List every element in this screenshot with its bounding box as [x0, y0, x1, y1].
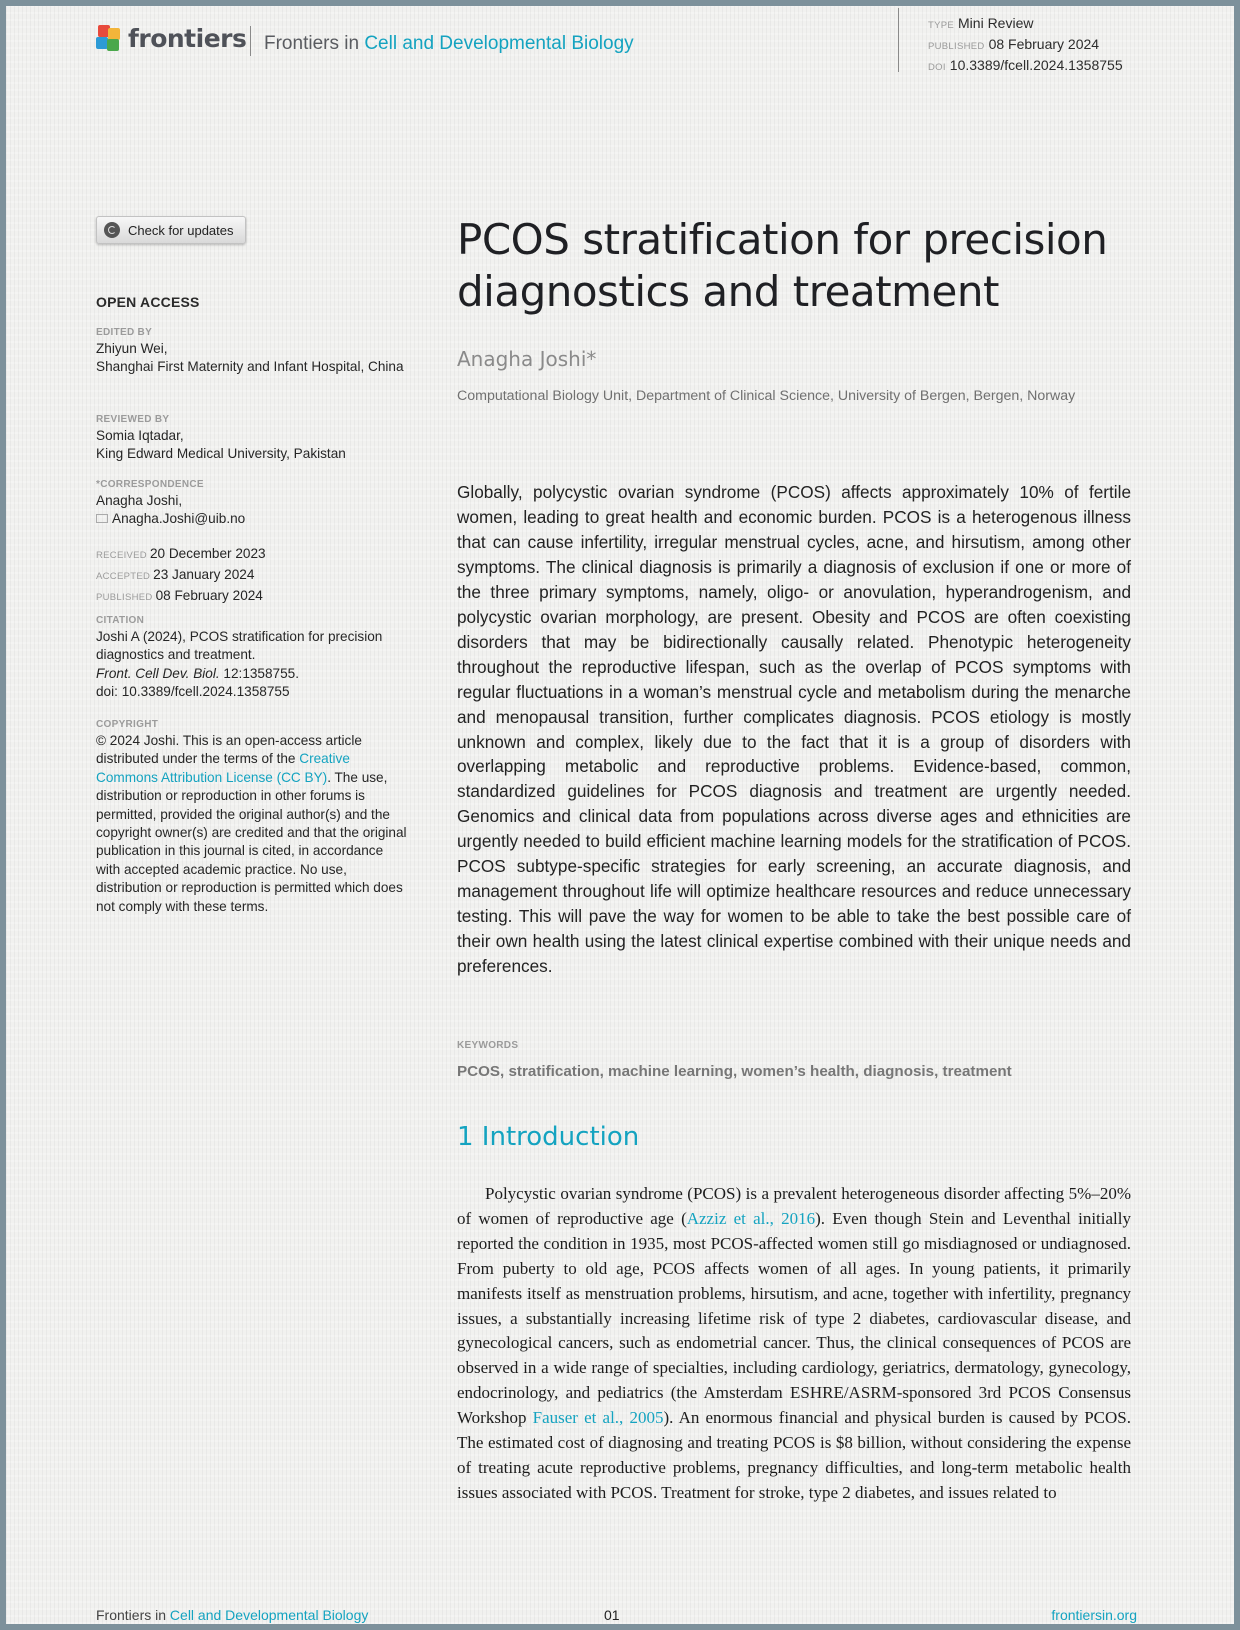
accepted-date: 23 January 2024: [153, 567, 255, 582]
frontiers-logo[interactable]: [96, 24, 246, 53]
citation-label: CITATION: [96, 615, 145, 626]
citation-journal: Front. Cell Dev. Biol.: [96, 665, 220, 681]
doi-value[interactable]: 10.3389/fcell.2024.1358755: [949, 57, 1123, 73]
intro-text-2: ). Even though Stein and Leventhal initially reported the condition in 1935, most PCOS-affected women still go misdiagnosed or undiagnosed. From puberty to old age, PCOS affects women of all ages. In young patients, it primarily manifests itself as menstruation problems, hirsutism, and acne, together with infertility, pregnancy issues, a substantially increasing lifetime risk of type 2 diabetes, cardiovascular disease, and gynecological cancers, such as endometrial cancer. Thus, the clinical consequences of PCOS are observed in a wide range of specialties, including cardiology, geriatrics, dermatology, gynecology, endocrinology, and pediatrics (the Amsterdam ESHRE/ASRM-sponsored 3rd PCOS Consensus Workshop: [457, 1208, 1131, 1428]
journal-header: [264, 33, 634, 55]
open-access-label: OPEN ACCESS: [96, 294, 200, 310]
citation-doi[interactable]: doi: 10.3389/fcell.2024.1358755: [96, 684, 290, 700]
copyright-block: [96, 719, 408, 916]
journal-prefix: Frontiers in: [264, 33, 365, 54]
correspondence-label: *CORRESPONDENCE: [96, 479, 204, 490]
copyright-text-end: . The use, distribution or reproduction in other forums is permitted, provided the original author(s) and the copyright owner(s) are credited and that the original publication in this journal is cited, in accordance with accepted academic practice. No use, distribution or reproduction is permitted which does not comply with these terms.: [96, 769, 407, 914]
citation-volume: 12:1358755.: [219, 665, 300, 681]
copyright-label: COPYRIGHT: [96, 719, 159, 730]
citation-text: Joshi A (2024), PCOS stratification for precision diagnostics and treatment.: [96, 629, 383, 663]
type-value: Mini Review: [958, 15, 1034, 31]
intro-text-1: Polycystic ovarian syndrome (PCOS) is a prevalent heterogeneous disorder affecting 5%–20% of women of reproductive age (: [457, 1184, 1131, 1228]
citation-link-fauser[interactable]: Fauser et al., 2005: [532, 1408, 664, 1428]
author-name[interactable]: Anagha Joshi*: [457, 347, 597, 371]
check-for-updates-button[interactable]: [96, 216, 246, 244]
article-meta: [928, 14, 1123, 77]
frontiers-logo-icon: [96, 25, 122, 53]
abstract-text: Globally, polycystic ovarian syndrome (PCOS) affects approximately 10% of fertile women, leading to great health and economic burden. PCOS is a heterogenous illness that can cause infertility, irregular menstrual cycles, acne, and hirsutism, among other symptoms. The clinical diagnosis is primarily a diagnosis of exclusion if one or more of the three primary symptoms, namely, oligo- or anovulation, hyperandrogenism, and polycystic ovarian morphology, are present. Obesity and PCOS are often coexisting disorders that may be bidirectionally causally related. Phenotypic heterogeneity throughout the reproductive lifespan, such as the overlap of PCOS symptoms with regular fluctuations in a woman’s menstrual cycle and metabolism during the menarche and menopausal transition, further complicates diagnosis. PCOS etiology is mostly unknown and complex, likely due to the fact that it is a group of disorders with overlapping metabolic and reproductive problems. Evidence-based, common, standardized guidelines for PCOS diagnosis and treatment are urgently needed. Genomics and clinical data from populations across diverse ages and ethnicities are urgently needed to build efficient machine learning models for the stratification of PCOS. PCOS subtype-specific strategies for early screening, an accurate diagnosis, and management throughout life will optimize healthcare resources and reduce unnecessary testing. This will pave the way for women to be able to take the best possible care of their own health using the latest clinical expertise combined with their unique needs and preferences.: [457, 482, 1131, 977]
edited-by-block: [96, 327, 408, 377]
citation-link-azziz[interactable]: Azziz et al., 2016: [686, 1208, 816, 1228]
reviewer-name: Somia Iqtadar,: [96, 428, 184, 443]
intro-text-3: ). An enormous financial and physical burden is caused by PCOS. The estimated cost of diagnosing and treating PCOS is $8 billion, without considering the expense of treating acute reproductive problems, pregnancy difficulties, and long-term metabolic health issues associated with PCOS. Treatment for stroke, type 2 diabetes, and issues related to: [457, 1408, 1132, 1502]
editor-affiliation: Shanghai First Maternity and Infant Hospital, China: [96, 359, 404, 375]
doi-label: DOI: [928, 62, 946, 73]
footer-journal-link[interactable]: Cell and Developmental Biology: [169, 1607, 369, 1623]
update-check-icon: [104, 222, 120, 238]
received-date: 20 December 2023: [149, 546, 266, 561]
reviewed-by-label: REVIEWED BY: [96, 414, 170, 425]
article-page: [6, 6, 1234, 1624]
copyright-text: [96, 732, 408, 916]
editor-name: Zhiyun Wei,: [96, 341, 168, 356]
sidebar-published-date: 08 February 2024: [155, 588, 263, 603]
published-label: PUBLISHED: [928, 41, 985, 52]
logo-wordmark: frontiers: [128, 24, 247, 53]
reviewer-affiliation: King Edward Medical University, Pakistan: [96, 446, 346, 462]
copyright-text-start: © 2024 Joshi. This is an open-access article distributed under the terms of the: [96, 733, 362, 767]
header-divider: [250, 26, 251, 56]
journal-name-link[interactable]: Cell and Developmental Biology: [364, 33, 634, 54]
meta-divider: [898, 8, 899, 72]
cc-by-license-link[interactable]: Creative Commons Attribution License (CC BY): [96, 751, 350, 785]
reviewed-by-block: [96, 414, 408, 464]
published-value: 08 February 2024: [988, 36, 1100, 52]
sidebar-published-label: PUBLISHED: [96, 592, 153, 603]
footer-site-link[interactable]: frontiersin.org: [1051, 1607, 1137, 1623]
page-number: 01: [604, 1607, 620, 1623]
type-label: TYPE: [928, 20, 955, 31]
footer-journal: [96, 1607, 368, 1623]
section-heading-introduction: 1 Introduction: [457, 1122, 640, 1152]
footer-journal-prefix: Frontiers in: [96, 1607, 170, 1623]
keywords-list: PCOS, stratification, machine learning, women’s health, diagnosis, treatment: [457, 1063, 1012, 1080]
check-updates-label: Check for updates: [128, 222, 234, 238]
edited-by-label: EDITED BY: [96, 327, 153, 338]
received-label: RECEIVED: [96, 550, 147, 561]
correspondent-name: Anagha Joshi,: [96, 493, 183, 508]
correspondence-block: [96, 479, 408, 529]
email-icon: [96, 514, 108, 523]
author-affiliation: Computational Biology Unit, Department of Clinical Science, University of Bergen, Bergen, Norway: [457, 388, 1076, 404]
citation-block: [96, 615, 408, 702]
article-title: PCOS stratification for precision diagnostics and treatment: [457, 215, 1108, 316]
introduction-paragraph: [457, 1182, 1131, 1506]
accepted-label: ACCEPTED: [96, 571, 151, 582]
keywords-label: KEYWORDS: [457, 1040, 519, 1051]
dates-block: [96, 544, 408, 607]
correspondent-email[interactable]: Anagha.Joshi@uib.no: [112, 511, 246, 527]
